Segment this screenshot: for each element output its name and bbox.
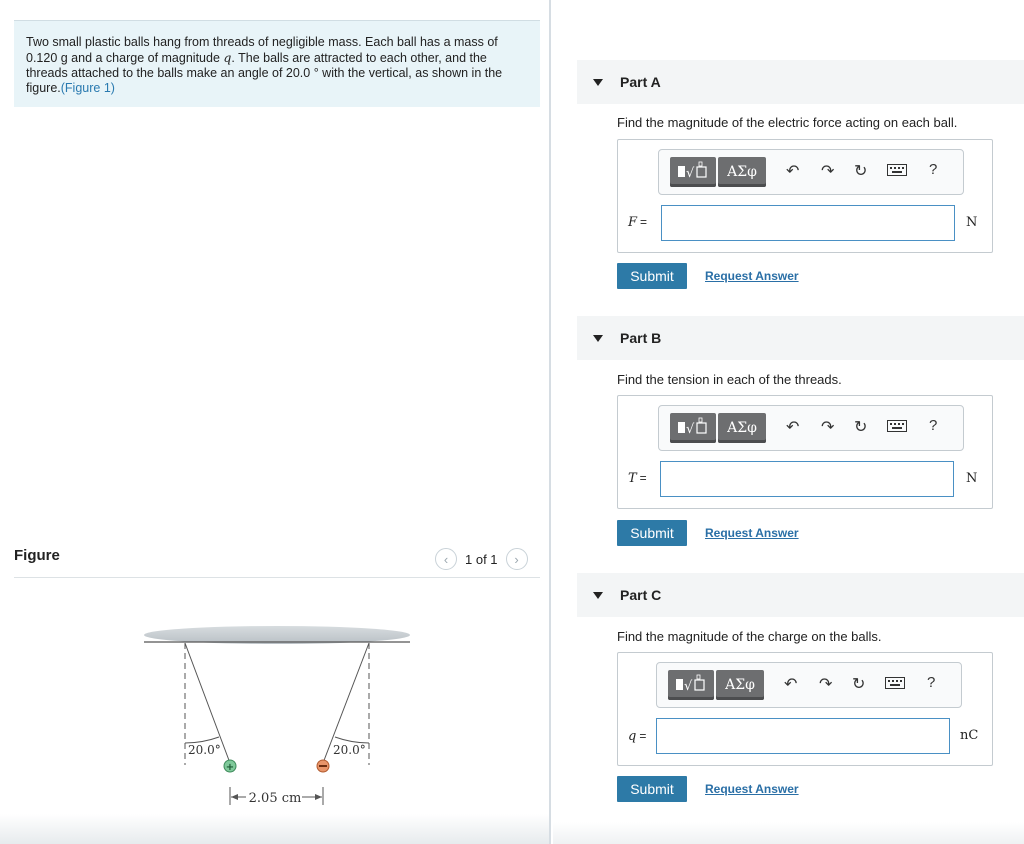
svg-text:√: √ <box>684 679 693 694</box>
reset-icon[interactable]: ↻ <box>852 676 866 693</box>
chevron-right-icon[interactable]: › <box>506 548 528 570</box>
positive-ball <box>224 760 236 773</box>
problem-statement <box>14 20 540 107</box>
redo-icon[interactable]: ↷ <box>821 163 835 180</box>
part-c-answer-box <box>617 652 993 766</box>
figure-page-count: 1 of 1 <box>465 551 498 567</box>
figure-pager <box>435 548 528 570</box>
distance-label: 2.05 cm <box>248 791 302 806</box>
problem-text-1: Two small plastic balls hang from threads of negligible mass. Each ball has a mass of 0.120 g and a charge of magnitude <box>26 35 498 65</box>
submit-button[interactable]: Submit <box>617 263 687 289</box>
unit-label: N <box>966 471 978 486</box>
help-icon[interactable]: ? <box>927 674 936 691</box>
math-toolbar <box>656 662 962 708</box>
answer-input[interactable] <box>656 718 950 754</box>
figure-title: Figure <box>14 547 60 564</box>
part-a-title: Part A <box>620 74 661 90</box>
angle-label-right: 20.0° <box>333 743 366 757</box>
help-icon[interactable]: ? <box>929 161 938 178</box>
reset-icon[interactable]: ↻ <box>854 163 868 180</box>
redo-icon[interactable]: ↷ <box>821 419 835 436</box>
svg-text:+: + <box>225 762 235 773</box>
redo-icon[interactable]: ↷ <box>819 676 833 693</box>
variable-label: q = <box>628 729 647 744</box>
charge-symbol: q <box>223 50 232 65</box>
part-c-header[interactable] <box>577 573 1024 617</box>
problem-text-2: . The balls are attracted to each other, and the threads attached to the balls make an angle of 20.0 ° with the vertical, as shown in the figure. <box>26 51 503 95</box>
templates-icon[interactable] <box>668 670 714 700</box>
undo-icon[interactable]: ↶ <box>784 676 798 693</box>
part-b-header[interactable] <box>577 316 1024 360</box>
keyboard-icon[interactable] <box>887 163 907 181</box>
part-c-prompt: Find the magnitude of the charge on the balls. <box>617 629 882 644</box>
svg-text:√: √ <box>686 422 695 437</box>
collapse-triangle-icon <box>593 592 603 599</box>
negative-ball <box>317 760 329 772</box>
math-toolbar <box>658 149 964 195</box>
reset-icon[interactable]: ↻ <box>854 419 868 436</box>
figure-divider <box>14 577 540 578</box>
part-b-prompt: Find the tension in each of the threads. <box>617 372 842 387</box>
svg-text:√: √ <box>686 166 695 181</box>
unit-label: N <box>966 215 978 230</box>
distance-marker <box>230 787 323 806</box>
math-toolbar <box>658 405 964 451</box>
greek-icon[interactable]: ΑΣφ <box>716 670 764 700</box>
pane-fade <box>0 814 549 844</box>
answer-pane <box>553 0 1024 844</box>
angle-label-left: 20.0° <box>188 743 221 757</box>
chevron-left-icon[interactable]: ‹ <box>435 548 457 570</box>
part-c-title: Part C <box>620 587 662 603</box>
part-b-answer-box <box>617 395 993 509</box>
variable-label: F = <box>628 215 648 230</box>
unit-label: nC <box>960 728 979 743</box>
request-answer-link[interactable]: Request Answer <box>705 269 799 283</box>
templates-icon[interactable] <box>670 413 716 443</box>
figure-link[interactable]: (Figure 1) <box>60 81 115 95</box>
greek-icon[interactable]: ΑΣφ <box>718 157 766 187</box>
part-b-title: Part B <box>620 330 662 346</box>
part-a-header[interactable] <box>577 60 1024 104</box>
ceiling <box>144 626 410 644</box>
undo-icon[interactable]: ↶ <box>786 163 800 180</box>
greek-icon[interactable]: ΑΣφ <box>718 413 766 443</box>
submit-button[interactable]: Submit <box>617 520 687 546</box>
figure-diagram <box>130 615 420 815</box>
part-a-answer-box <box>617 139 993 253</box>
part-a-prompt: Find the magnitude of the electric force acting on each ball. <box>617 115 958 130</box>
undo-icon[interactable]: ↶ <box>786 419 800 436</box>
answer-input[interactable] <box>660 461 954 497</box>
submit-button[interactable]: Submit <box>617 776 687 802</box>
request-answer-link[interactable]: Request Answer <box>705 782 799 796</box>
templates-icon[interactable] <box>670 157 716 187</box>
keyboard-icon[interactable] <box>885 676 905 694</box>
request-answer-link[interactable]: Request Answer <box>705 526 799 540</box>
collapse-triangle-icon <box>593 79 603 86</box>
pane-fade <box>553 822 1024 844</box>
keyboard-icon[interactable] <box>887 419 907 437</box>
variable-label: T = <box>628 471 647 486</box>
answer-input[interactable] <box>661 205 955 241</box>
help-icon[interactable]: ? <box>929 417 938 434</box>
collapse-triangle-icon <box>593 335 603 342</box>
